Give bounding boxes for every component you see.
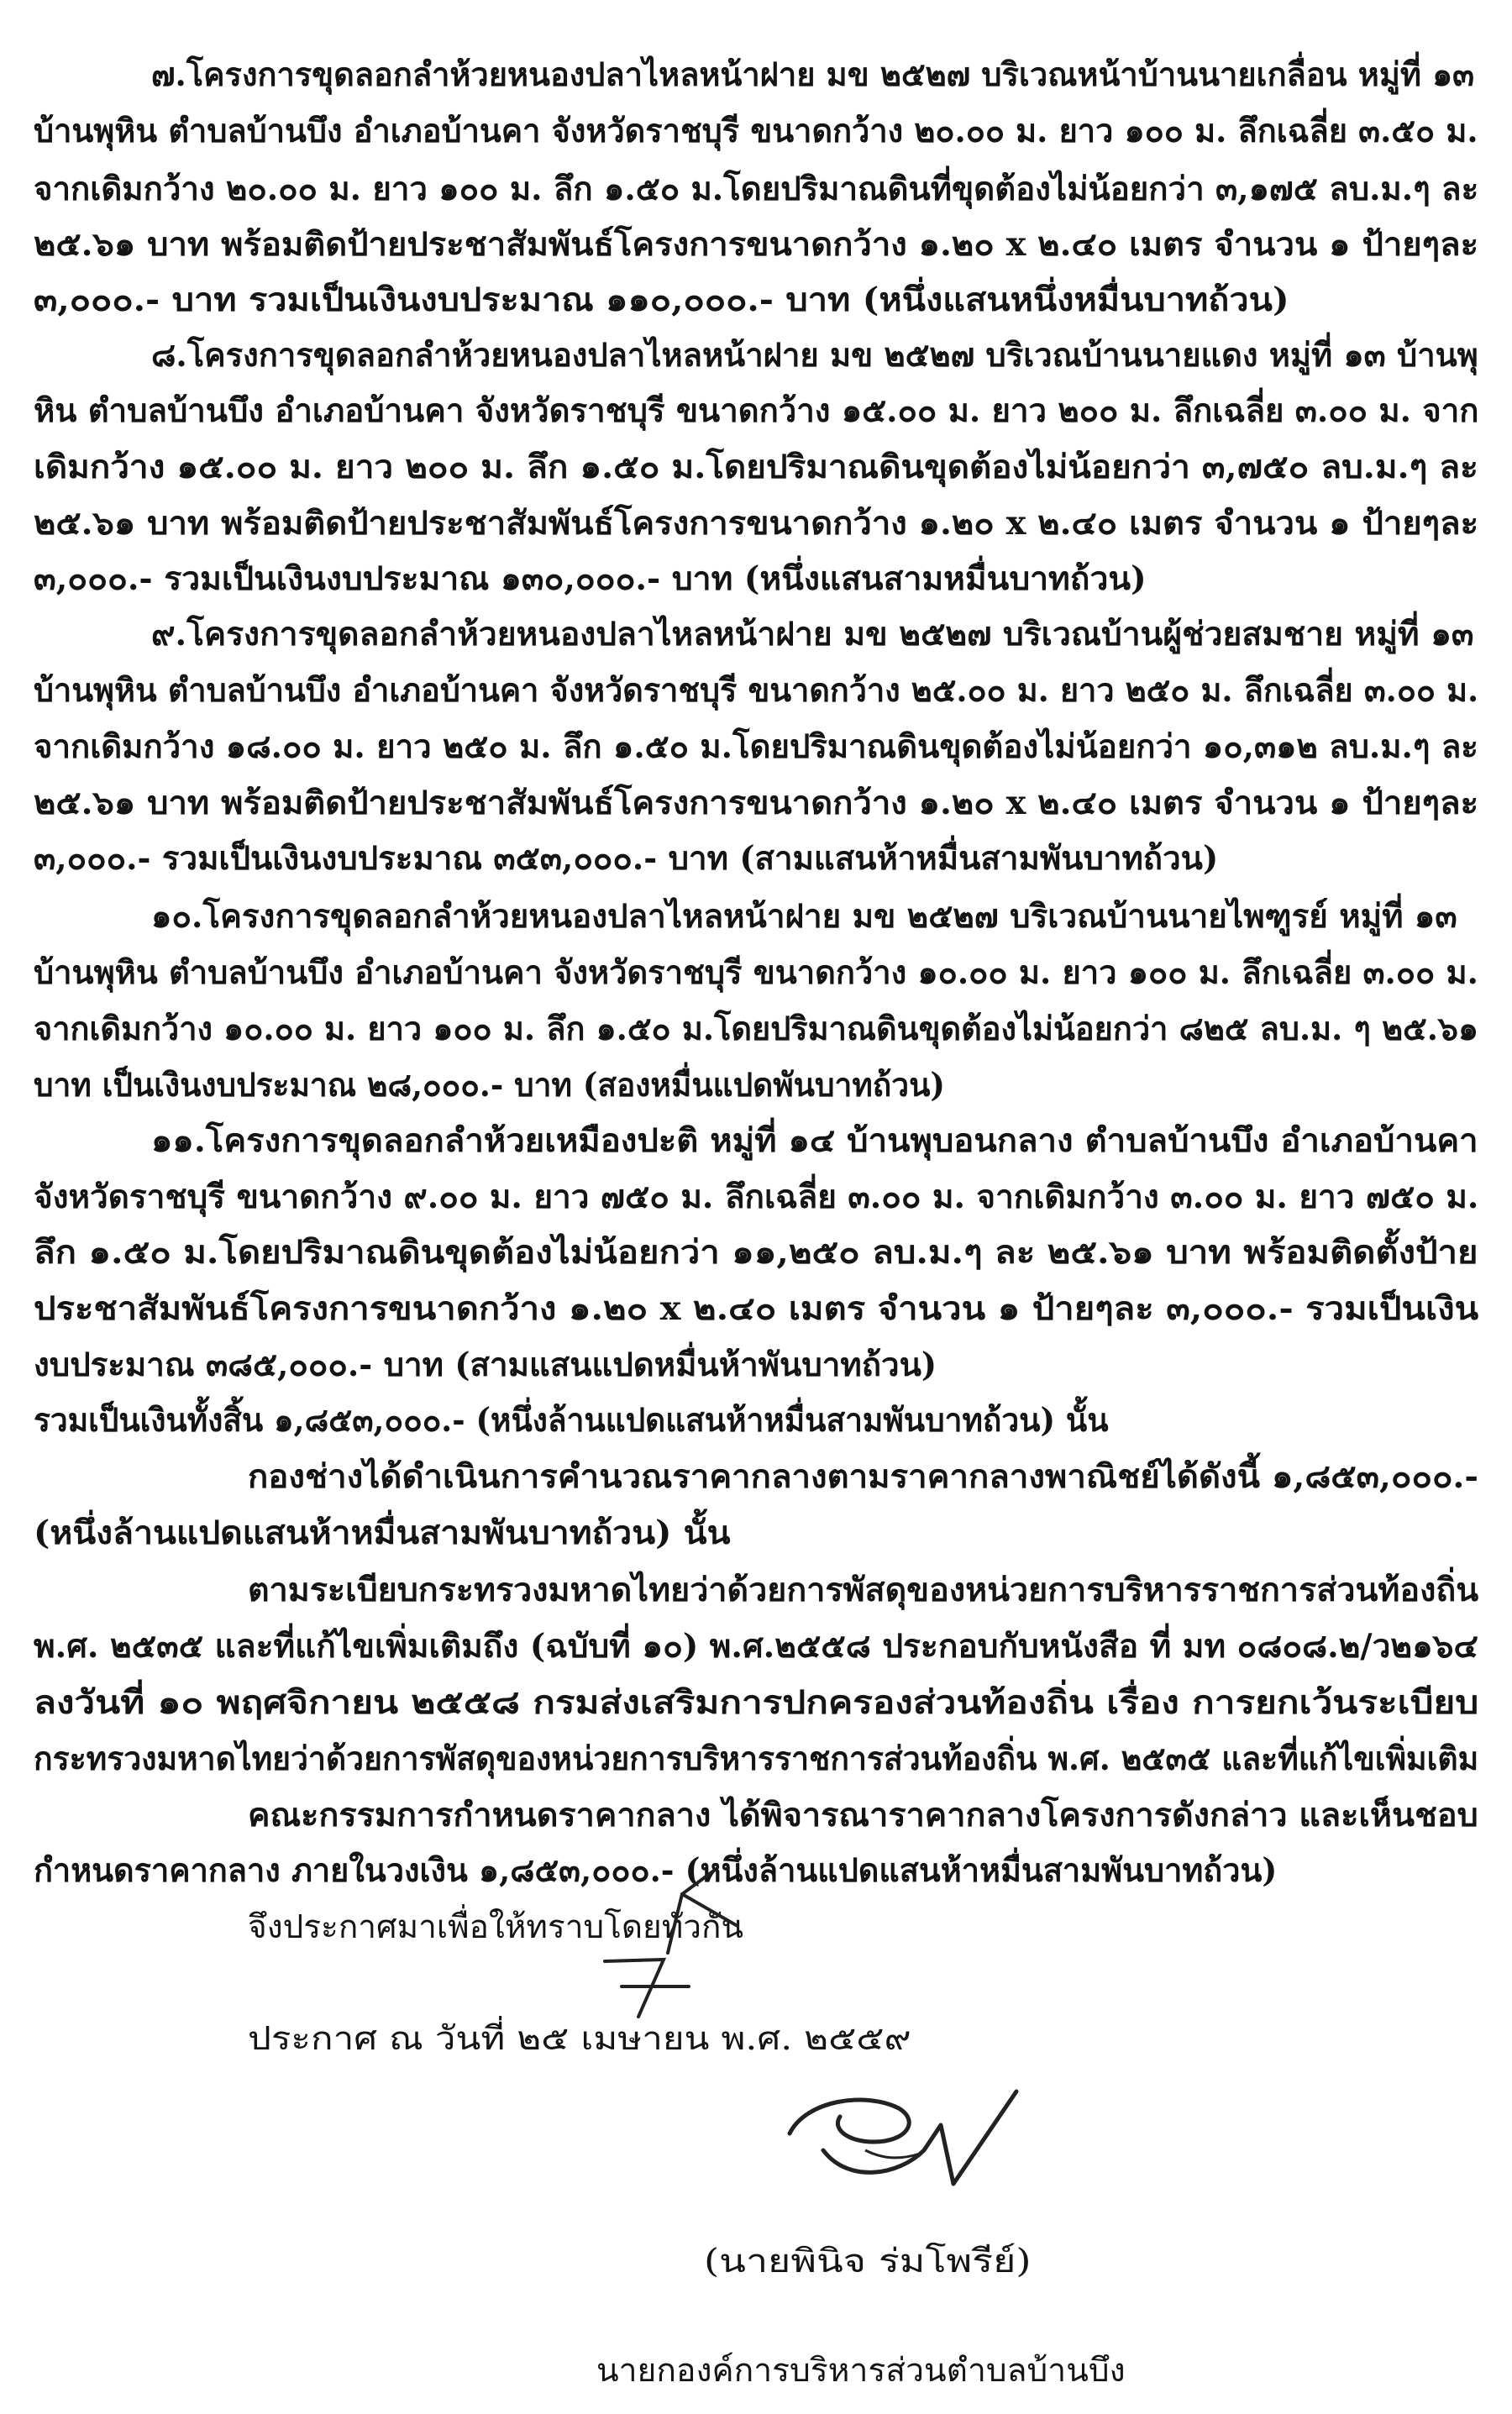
text-line: บ้านพุหิน ตำบลบ้านบึง อำเภอบ้านคา จังหวัดราชบุรี ขนาดกว้าง ๑๐.๐๐ ม. ยาว ๑๐๐ ม. ลึกเฉลี่ย ๓.๐๐ ม. [34, 953, 1478, 992]
text-line: คณะกรรมการกำหนดราคากลาง ได้พิจารณาราคากลางโครงการดังกล่าว และเห็นชอบ [248, 1796, 1478, 1834]
text-line: บ้านพุหิน ตำบลบ้านบึง อำเภอบ้านคา จังหวัดราชบุรี ขนาดกว้าง ๒๕.๐๐ ม. ยาว ๒๕๐ ม. ลึกเฉลี่ย ๓.๐๐ ม. [34, 671, 1479, 710]
text-line: จึงประกาศมาเพื่อให้ทราบโดยทั่วกัน [248, 1908, 743, 1946]
text-line: ๒๕.๖๑ บาท พร้อมติดป้ายประชาสัมพันธ์โครงการขนาดกว้าง ๑.๒๐ x ๒.๔๐ เมตร จำนวน ๑ ป้ายๆละ [34, 225, 1479, 264]
text-line: ๑๑.โครงการขุดลอกลำห้วยเหมืองปะติ หมู่ที่ ๑๔ บ้านพุบอนกลาง ตำบลบ้านบึง อำเภอบ้านคา [151, 1121, 1478, 1160]
text-line: รวมเป็นเงินทั้งสิ้น ๑,๘๕๓,๐๐๐.- (หนึ่งล้านแปดแสนห้าหมื่นสามพันบาทถ้วน) นั้น [34, 1401, 1109, 1440]
text-line: จากเดิมกว้าง ๒๐.๐๐ ม. ยาว ๑๐๐ ม. ลึก ๑.๕๐ ม.โดยปริมาณดินที่ขุดต้องไม่น้อยกว่า ๓,๑๗๕ ลบ.ม.ๆ ละ [34, 170, 1479, 208]
text-line: จากเดิมกว้าง ๑๐.๐๐ ม. ยาว ๑๐๐ ม. ลึก ๑.๕๐ ม.โดยปริมาณดินขุดต้องไม่น้อยกว่า ๘๒๕ ลบ.ม. ๆ ๒๕.๖๑ [34, 1010, 1479, 1048]
text-line: ลึก ๑.๕๐ ม.โดยปริมาณดินขุดต้องไม่น้อยกว่า ๑๑,๒๕๐ ลบ.ม.ๆ ละ ๒๕.๖๑ บาท พร้อมติดตั้งป้าย [34, 1233, 1478, 1272]
text-line: ๓,๐๐๐.- บาท รวมเป็นเงินงบประมาณ ๑๑๐,๐๐๐.- บาท (หนึ่งแสนหนึ่งหมื่นบาทถ้วน) [34, 281, 1289, 319]
text-line: บ้านพุหิน ตำบลบ้านบึง อำเภอบ้านคา จังหวัดราชบุรี ขนาดกว้าง ๒๐.๐๐ ม. ยาว ๑๐๐ ม. ลึกเฉลี่ย ๓.๕๐ ม. [34, 112, 1478, 150]
text-line: ๑๐.โครงการขุดลอกลำห้วยหนองปลาไหลหน้าฝาย มข ๒๕๒๗ บริเวณบ้านนายไพฑูรย์ หมู่ที่ ๑๓ [151, 897, 1457, 936]
text-line: ๓,๐๐๐.- รวมเป็นเงินงบประมาณ ๑๓๐,๐๐๐.- บาท (หนึ่งแสนสามหมื่นบาทถ้วน) [34, 559, 1147, 598]
text-line: (นายพินิจ ร่มโพรีย์) [704, 2243, 1032, 2280]
text-line: นายกองค์การบริหารส่วนตำบลบ้านบึง [596, 2352, 1126, 2390]
text-line: เดิมกว้าง ๑๕.๐๐ ม. ยาว ๒๐๐ ม. ลึก ๑.๕๐ ม.โดยปริมาณดินขุดต้องไม่น้อยกว่า ๓,๗๕๐ ลบ.ม.ๆ ละ [34, 448, 1478, 486]
text-line: ๒๕.๖๑ บาท พร้อมติดป้ายประชาสัมพันธ์โครงการขนาดกว้าง ๑.๒๐ x ๒.๔๐ เมตร จำนวน ๑ ป้ายๆละ [34, 504, 1479, 543]
text-line: ๘.โครงการขุดลอกลำห้วยหนองปลาไหลหน้าฝาย มข ๒๕๒๗ บริเวณบ้านนายแดง หมู่ที่ ๑๓ บ้านพุ [151, 336, 1478, 375]
text-line: (หนึ่งล้านแปดแสนห้าหมื่นสามพันบาทถ้วน) นั้น [34, 1514, 731, 1552]
text-line: หิน ตำบลบ้านบึง อำเภอบ้านคา จังหวัดราชบุรี ขนาดกว้าง ๑๕.๐๐ ม. ยาว ๒๐๐ ม. ลึกเฉลี่ย ๓.๐๐ ม. จาก [34, 391, 1479, 430]
text-line: จากเดิมกว้าง ๑๘.๐๐ ม. ยาว ๒๕๐ ม. ลึก ๑.๕๐ ม.โดยปริมาณดินขุดต้องไม่น้อยกว่า ๑๐,๓๑๒ ลบ.ม.ๆ ละ [34, 727, 1478, 766]
text-line: ๒๕.๖๑ บาท พร้อมติดป้ายประชาสัมพันธ์โครงการขนาดกว้าง ๑.๒๐ x ๒.๔๐ เมตร จำนวน ๑ ป้ายๆละ [34, 784, 1479, 822]
signature-icon [773, 2083, 1025, 2209]
text-line: กระทรวงมหาดไทยว่าด้วยการพัสดุของหน่วยการบริหารราชการส่วนท้องถิ่น พ.ศ. ๒๕๓๕ และที่แก้ไขเพิ่มเติม [34, 1740, 1479, 1778]
text-line: กำหนดราคากลาง ภายในวงเงิน ๑,๘๕๓,๐๐๐.- (หนึ่งล้านแปดแสนห้าหมื่นสามพันบาทถ้วน) [34, 1851, 1278, 1890]
text-line: ๗.โครงการขุดลอกลำห้วยหนองปลาไหลหน้าฝาย มข ๒๕๒๗ บริเวณหน้าบ้านนายเกลื่อน หมู่ที่ ๑๓ [151, 55, 1475, 94]
text-line: จังหวัดราชบุรี ขนาดกว้าง ๙.๐๐ ม. ยาว ๗๕๐ ม. ลึกเฉลี่ย ๓.๐๐ ม. จากเดิมกว้าง ๓.๐๐ ม. ยาว ๗๕๐ ม. [34, 1178, 1479, 1216]
text-line: ๙.โครงการขุดลอกลำห้วยหนองปลาไหลหน้าฝาย มข ๒๕๒๗ บริเวณบ้านผู้ช่วยสมชาย หมู่ที่ ๑๓ [151, 615, 1474, 653]
text-line: ประชาสัมพันธ์โครงการขนาดกว้าง ๑.๒๐ x ๒.๔๐ เมตร จำนวน ๑ ป้ายๆละ ๓,๐๐๐.- รวมเป็นเงิน [34, 1289, 1479, 1328]
text-line: ประกาศ ณ วันที่ ๒๕ เมษายน พ.ศ. ๒๕๕๙ [248, 2020, 911, 2058]
text-line: ลงวันที่ ๑๐ พฤศจิกายน ๒๕๕๘ กรมส่งเสริมการปกครองส่วนท้องถิ่น เรื่อง การยกเว้นระเบียบ [34, 1683, 1479, 1722]
text-line: ตามระเบียบกระทรวงมหาดไทยว่าด้วยการพัสดุของหน่วยการบริหารราชการส่วนท้องถิ่น [248, 1571, 1479, 1609]
text-line: บาท เป็นเงินงบประมาณ ๒๘,๐๐๐.- บาท (สองหมื่นแปดพันบาทถ้วน) [34, 1066, 945, 1105]
text-line: งบประมาณ ๓๘๕,๐๐๐.- บาท (สามแสนแปดหมื่นห้าพันบาทถ้วน) [34, 1346, 937, 1384]
signature-scribble-icon [588, 1860, 764, 2020]
text-line: พ.ศ. ๒๕๓๕ และที่แก้ไขเพิ่มเติมถึง (ฉบับที่ ๑๐) พ.ศ.๒๕๕๘ ประกอบกับหนังสือ ที่ มท ๐๘๐๘.๒/ว๒๑๖๔ [34, 1627, 1478, 1666]
text-line: ๓,๐๐๐.- รวมเป็นเงินงบประมาณ ๓๕๓,๐๐๐.- บาท (สามแสนห้าหมื่นสามพันบาทถ้วน) [34, 839, 1219, 878]
text-line: กองช่างได้ดำเนินการคำนวณราคากลางตามราคากลางพาณิชย์ได้ดังนี้ ๑,๘๕๓,๐๐๐.- [248, 1457, 1479, 1496]
